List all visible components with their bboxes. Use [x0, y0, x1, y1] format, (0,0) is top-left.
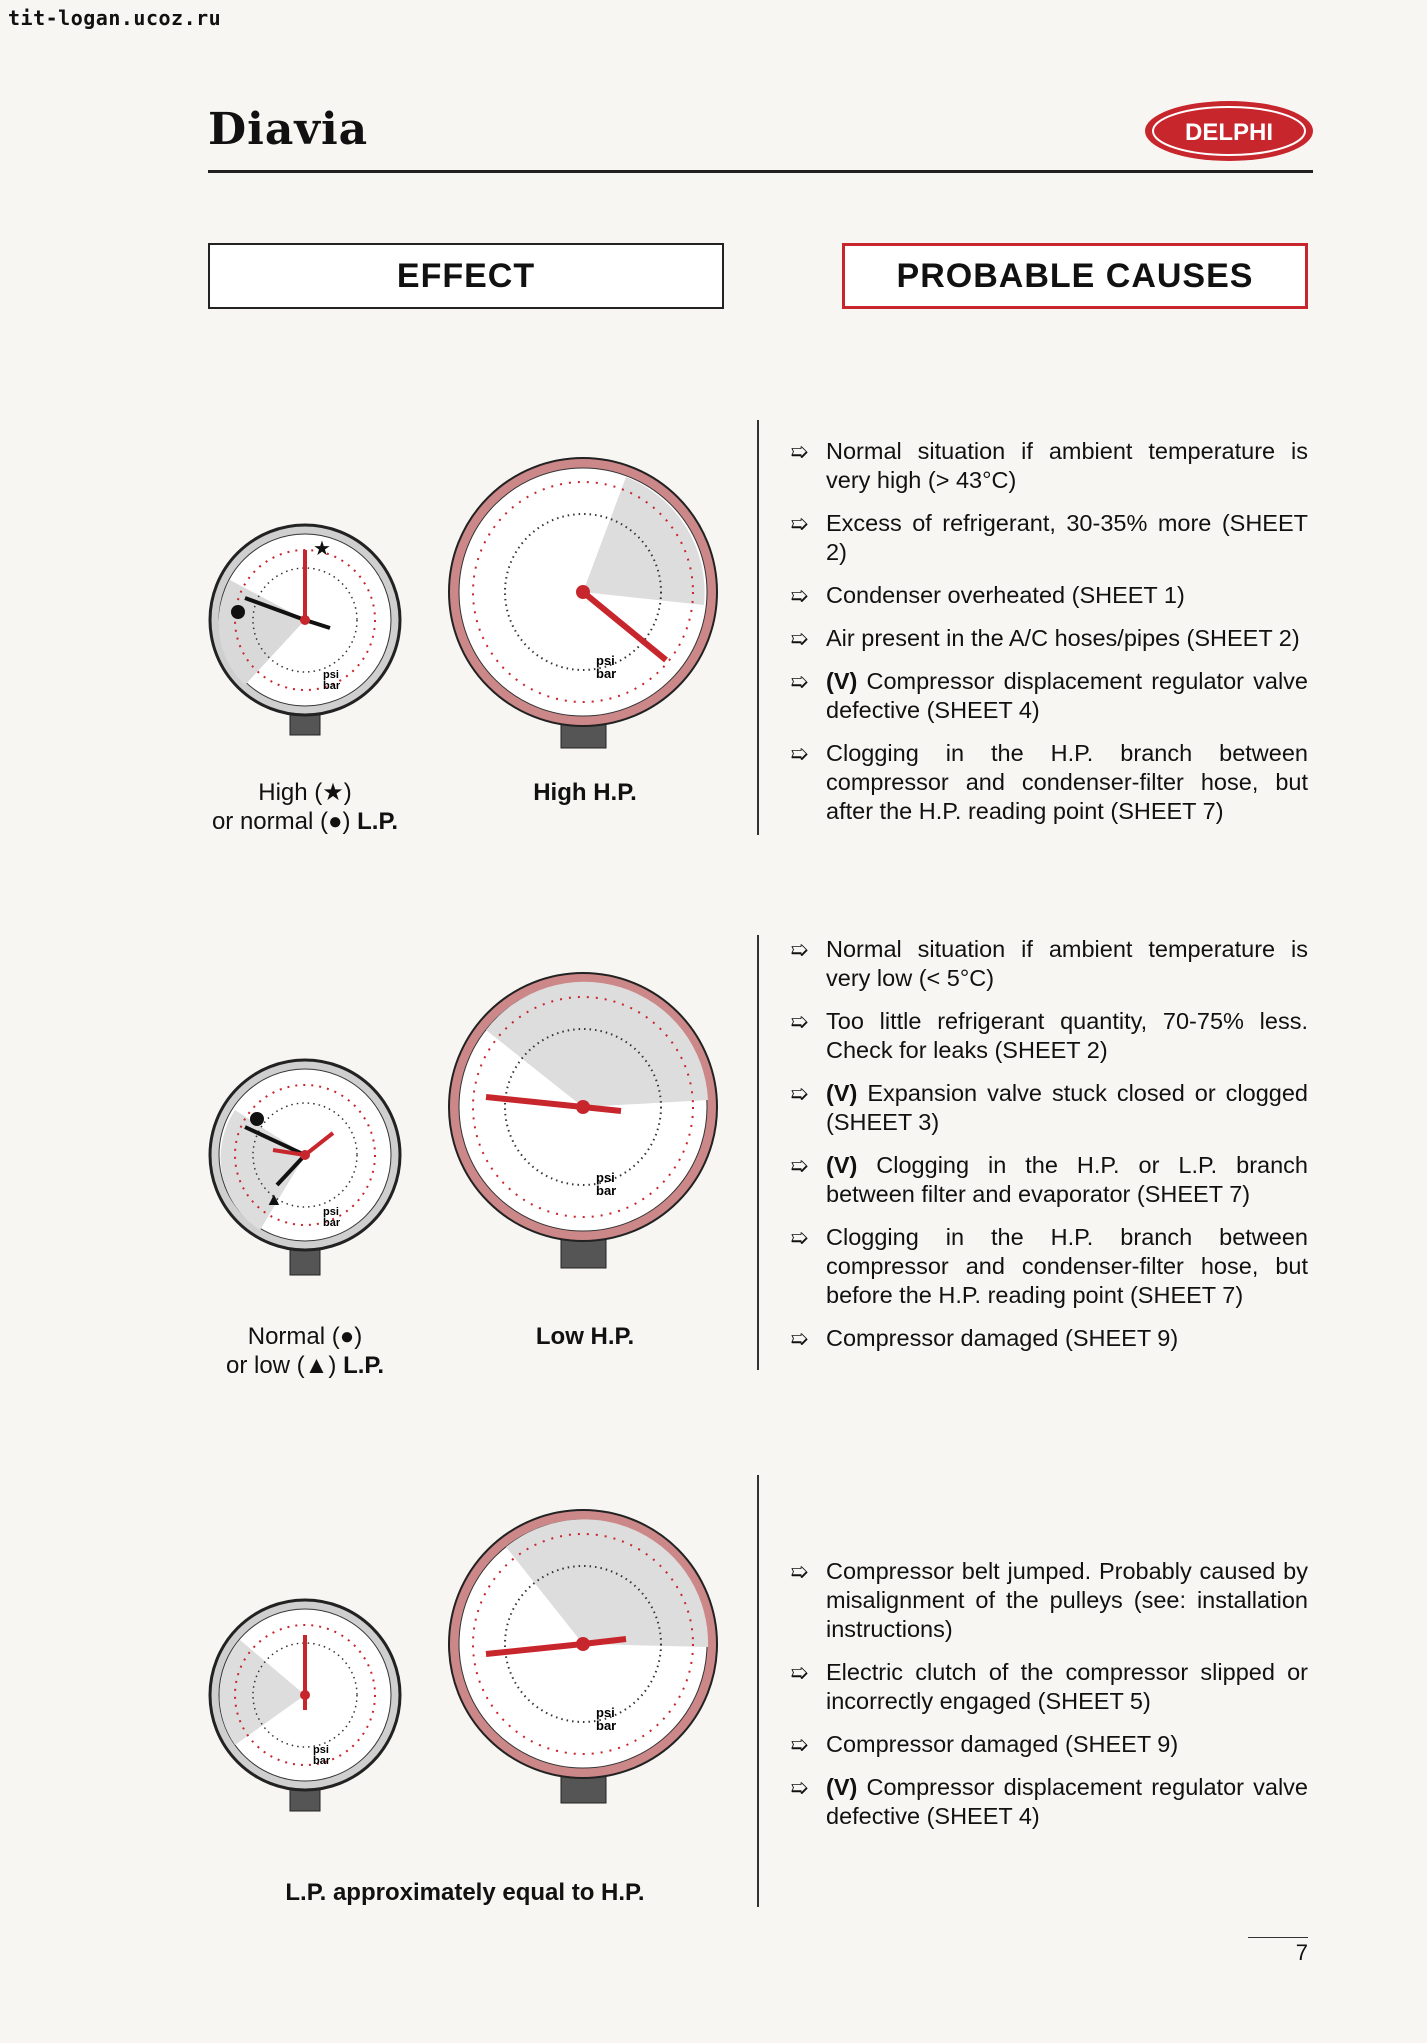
arrow-icon: ➯ — [790, 1660, 809, 1685]
arrow-icon: ➯ — [790, 1081, 809, 1106]
cause-item: ➯ Normal situation if ambient temperature is very low (< 5°C) — [790, 936, 1308, 991]
page-number: 7 — [1248, 1937, 1308, 1966]
cause-item: ➯ Electric clutch of the compressor slipped or incorrectly engaged (SHEET 5) — [790, 1659, 1308, 1714]
svg-text:bar: bar — [323, 1217, 341, 1229]
header-rule — [208, 170, 1313, 173]
svg-text:bar: bar — [596, 1718, 617, 1733]
cause-item: ➯ Compressor belt jumped. Probably caused by misalignment of the pulleys (see: installation instructions) — [790, 1558, 1308, 1642]
svg-text:psi: psi — [596, 653, 615, 668]
arrow-icon: ➯ — [790, 1559, 809, 1584]
triangle-marker-icon: ▲ — [265, 1189, 283, 1209]
section1-divider — [757, 420, 759, 835]
cause-item: ➯ (V) Expansion valve stuck closed or clogged (SHEET 3) — [790, 1080, 1308, 1135]
cause-item: ➯ (V) Compressor displacement regulator valve defective (SHEET 4) — [790, 668, 1308, 723]
arrow-icon: ➯ — [790, 669, 809, 694]
arrow-icon: ➯ — [790, 1326, 809, 1351]
cause-item: ➯ Too little refrigerant quantity, 70-75% less. Check for leaks (SHEET 2) — [790, 1008, 1308, 1063]
cause-item: ➯ Condenser overheated (SHEET 1) — [790, 582, 1185, 608]
brand-title: Diavia — [208, 104, 369, 155]
cause-item: ➯ Air present in the A/C hoses/pipes (SHEET 2) — [790, 625, 1300, 651]
lp-caption-1: High (★) or normal (●) L.P. — [211, 779, 399, 835]
dot-marker-icon — [231, 605, 245, 619]
causes-list-3 — [790, 1557, 1308, 1845]
arrow-icon: ➯ — [790, 583, 809, 608]
svg-text:bar: bar — [596, 666, 617, 681]
section3-divider — [757, 1475, 759, 1907]
arrow-icon: ➯ — [790, 937, 809, 962]
site-tag: tit-logan.ucoz.ru — [8, 6, 222, 30]
cause-item: ➯ Clogging in the H.P. branch between compressor and condenser-filter hose, but after the H.P. reading point (SHEET 7) — [790, 740, 1308, 824]
arrow-icon: ➯ — [790, 1225, 809, 1250]
bar-label: bar — [323, 680, 341, 692]
lp-caption-2: Normal (●) or low (▲) L.P. — [225, 1323, 384, 1379]
arrow-icon: ➯ — [790, 1009, 809, 1034]
hp-gauge-low — [446, 970, 721, 1275]
causes-list-2 — [790, 935, 1308, 1367]
cause-item: ➯ Compressor damaged (SHEET 9) — [790, 1731, 1179, 1757]
psi-label: psi — [323, 669, 339, 681]
arrow-icon: ➯ — [790, 626, 809, 651]
cause-item: ➯ (V) Compressor displacement regulator valve defective (SHEET 4) — [790, 1774, 1308, 1829]
cause-item: ➯ (V) Clogging in the H.P. or L.P. branch between filter and evaporator (SHEET 7) — [790, 1152, 1308, 1207]
hp-caption-2: Low H.P. — [535, 1323, 635, 1350]
svg-text:psi: psi — [323, 1206, 339, 1218]
hp-gauge-equal — [446, 1507, 721, 1807]
hp-caption-1: High H.P. — [533, 779, 637, 806]
lp-gauge-equal — [205, 1595, 405, 1815]
dot-marker-icon — [250, 1112, 264, 1126]
arrow-icon: ➯ — [790, 1153, 809, 1178]
svg-text:bar: bar — [596, 1183, 617, 1198]
arrow-icon: ➯ — [790, 741, 809, 766]
equal-caption: L.P. approximately equal to H.P. — [285, 1879, 645, 1906]
lp-gauge-low — [205, 1055, 405, 1280]
probable-causes-header: PROBABLE CAUSES — [842, 243, 1308, 309]
section2-divider — [757, 935, 759, 1370]
arrow-icon: ➯ — [790, 511, 809, 536]
delphi-logo — [1144, 100, 1314, 162]
cause-item: ➯ Normal situation if ambient temperature is very high (> 43°C) — [790, 438, 1308, 493]
cause-item: ➯ Compressor damaged (SHEET 9) — [790, 1325, 1179, 1351]
arrow-icon: ➯ — [790, 439, 809, 464]
svg-text:psi: psi — [596, 1170, 615, 1185]
lp-gauge-high — [205, 520, 405, 740]
cause-item: ➯ Excess of refrigerant, 30-35% more (SHEET 2) — [790, 510, 1308, 565]
svg-text:psi: psi — [313, 1744, 329, 1756]
hp-gauge-high — [446, 455, 721, 755]
arrow-icon: ➯ — [790, 1732, 809, 1757]
star-marker-icon: ★ — [313, 538, 331, 560]
effect-header: EFFECT — [208, 243, 724, 309]
svg-text:psi: psi — [596, 1705, 615, 1720]
logo-text: DELPHI — [1184, 119, 1274, 146]
causes-list-1 — [790, 437, 1308, 840]
svg-text:bar: bar — [313, 1755, 331, 1767]
arrow-icon: ➯ — [790, 1775, 809, 1800]
cause-item: ➯ Clogging in the H.P. branch between compressor and condenser-filter hose, but before the H.P. reading point (SHEET 7) — [790, 1224, 1308, 1308]
